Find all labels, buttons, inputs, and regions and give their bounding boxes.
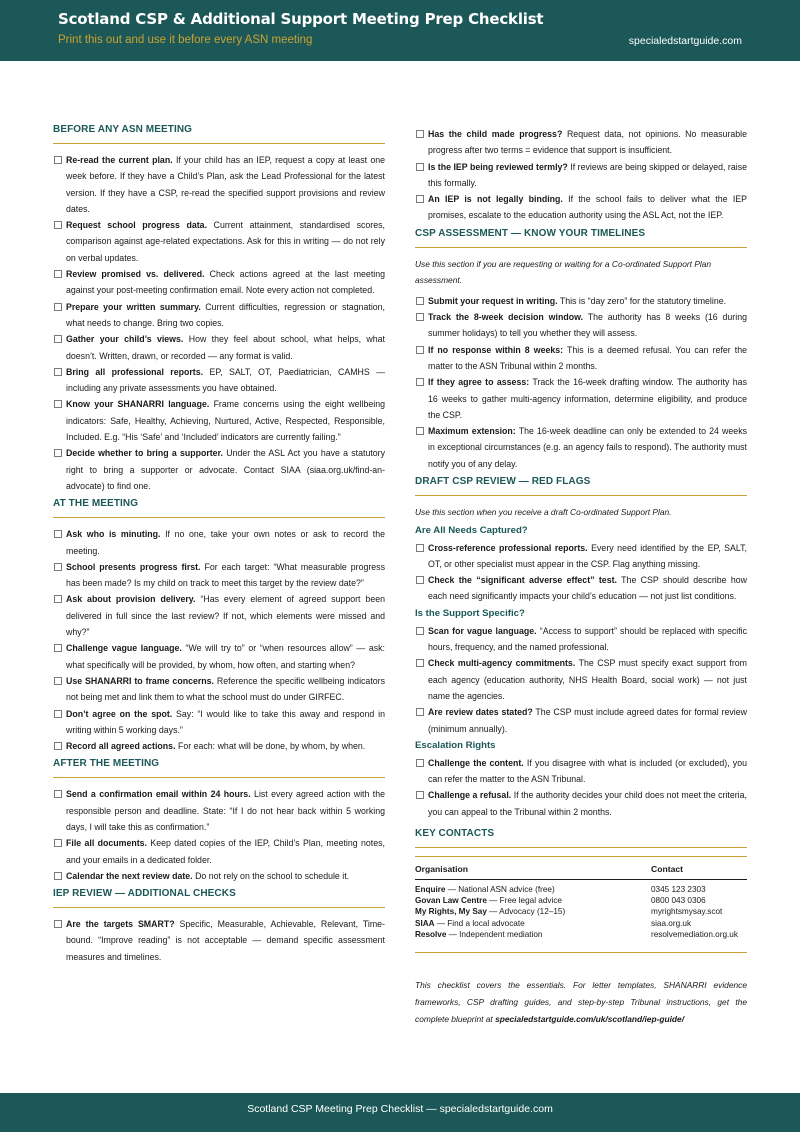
checklist-item	[53, 331, 385, 364]
item-text: How they feel about school, what helps, what doesn’t. Written, drawn, or recorded — any format is valid.	[66, 334, 385, 361]
section-heading: AFTER THE MEETING	[53, 756, 385, 778]
checkbox-icon[interactable]	[54, 530, 62, 538]
item-title: Send a confirmation email within 24 hours.	[66, 789, 251, 800]
checkbox-icon[interactable]	[416, 708, 424, 716]
page-header	[0, 0, 800, 61]
item-title: Check the “significant adverse effect” test.	[428, 575, 617, 586]
checklist-item	[53, 706, 385, 739]
checkbox-icon[interactable]	[54, 156, 62, 164]
contacts-table	[415, 856, 747, 953]
item-title: Gather your child’s views.	[66, 334, 184, 345]
checkbox-icon[interactable]	[416, 427, 424, 435]
contact-name: Govan Law Centre	[415, 896, 487, 906]
checkbox-icon[interactable]	[416, 130, 424, 138]
contact-description: — Find a local advocate	[434, 918, 525, 928]
checkbox-icon[interactable]	[416, 313, 424, 321]
page-subtitle: Print this out and use it before every ASN meeting	[58, 34, 313, 46]
page-footer: Scotland CSP Meeting Prep Checklist — specialedstartguide.com	[0, 1093, 800, 1132]
checkbox-icon[interactable]	[416, 346, 424, 354]
checklist-item	[415, 309, 747, 342]
item-title: Challenge a refusal.	[428, 790, 512, 801]
checklist-item	[415, 572, 747, 605]
item-text: “Has every element of agreed support been delivered in full since the last review? If not, which elements were missed and why?”	[66, 594, 385, 638]
item-title: School presents progress first.	[66, 561, 201, 572]
contact-name: SIAA	[415, 918, 435, 928]
item-text: EP, SALT, OT, Paediatrician, CAMHS — including any private assessments you have obtained.	[66, 366, 385, 394]
contact-name: My Rights, My Say	[415, 907, 487, 917]
left-column	[53, 122, 385, 965]
checklist-item	[53, 916, 385, 965]
item-text: Reference the specific wellbeing indicators not being met and link them to what the school must do under GIRFEC.	[66, 675, 385, 703]
subsection-heading: Is the Support Specific?	[415, 607, 525, 619]
contacts-row	[415, 895, 747, 906]
checklist-item	[53, 526, 385, 559]
checkbox-icon[interactable]	[54, 839, 62, 847]
item-text: If the authority decides your child does not meet the criteria, you can appeal to the Tribunal within 2 months.	[428, 790, 747, 817]
section-note: Use this section when you receive a draft Co-ordinated Support Plan.	[415, 507, 672, 518]
item-title: Calendar the next review date.	[66, 870, 193, 881]
item-title: File all documents.	[66, 838, 147, 849]
contact-detail[interactable]: 0800 043 0306	[651, 896, 706, 906]
subsection-heading: Are All Needs Captured?	[415, 524, 528, 536]
item-text: The CSP must specify exact support from each agency (education authority, NHS Health Board, social work) — not just name the agencies.	[428, 658, 748, 701]
item-text: For each target: “What measurable progress has been made? Is my child on track to meet this target by the review date?”	[66, 561, 385, 589]
checkbox-icon[interactable]	[416, 759, 424, 767]
item-text: If your child has an IEP, request a copy at least one week before. If they have a Child’s Plan, ask the Lead Professional for the latest version. If they have a CSP, re-read the specified support provisions and review dates.	[66, 155, 385, 214]
contact-detail[interactable]: myrightsmysay.scot	[651, 907, 723, 917]
item-text: If you disagree with what is included (or excluded), you can refer the matter to the ASN Tribunal.	[428, 757, 747, 785]
contact-description: — Free legal advice	[486, 896, 562, 906]
item-title: Ask who is minuting.	[66, 529, 161, 540]
item-text: Current attainment, standardised scores, comparison against age-related expectations. Ask for this in writing — do not rely on verbal updates.	[66, 220, 385, 263]
checkbox-icon[interactable]	[416, 627, 424, 635]
section-heading: IEP REVIEW — ADDITIONAL CHECKS	[53, 886, 385, 908]
item-text: Request data, not opinions. No measurable progress after two terms = evidence that support is insufficient.	[428, 129, 748, 156]
checkbox-icon[interactable]	[416, 576, 424, 584]
checkbox-icon[interactable]	[54, 595, 62, 603]
contacts-row	[415, 906, 747, 917]
checkbox-icon[interactable]	[416, 163, 424, 171]
iep-review-continued	[415, 126, 747, 224]
checklist-item	[53, 591, 385, 640]
header-site-url: specialedstartguide.com	[628, 35, 742, 47]
item-title: Use SHANARRI to frame concerns.	[66, 675, 214, 686]
checklist-item	[53, 445, 385, 494]
contact-description: — Independent mediation	[446, 929, 543, 939]
checkbox-icon[interactable]	[54, 270, 62, 278]
checklist-item	[53, 835, 385, 868]
contacts-table-header	[415, 857, 747, 880]
item-title: Know your SHANARRI language.	[66, 399, 210, 410]
section-heading: CSP ASSESSMENT — KNOW YOUR TIMELINES	[415, 226, 747, 248]
checklist-item	[53, 640, 385, 673]
item-text: The 16-week deadline can only be extended to 24 weeks in exceptional circumstances (e.g. an agency fails to respond). The authority must notify you of any delay.	[428, 426, 747, 469]
item-title: Challenge the content.	[428, 757, 524, 768]
contact-detail[interactable]: resolvemediation.org.uk	[651, 929, 738, 939]
contacts-row	[415, 918, 747, 929]
subsection-heading: Escalation Rights	[415, 739, 496, 751]
contact-organisation	[415, 929, 651, 940]
checkbox-icon[interactable]	[54, 872, 62, 880]
contact-detail[interactable]: 0345 123 2303	[651, 885, 706, 894]
contact-description: — National ASN advice (free)	[445, 885, 555, 894]
checkbox-icon[interactable]	[54, 644, 62, 652]
checkbox-icon[interactable]	[416, 791, 424, 799]
item-title: Has the child made progress?	[428, 129, 563, 139]
checklist-item	[53, 673, 385, 706]
item-title: Don’t agree on the spot.	[66, 708, 173, 719]
contacts-row	[415, 929, 747, 940]
item-title: Challenge vague language.	[66, 643, 182, 654]
contact-organisation	[415, 884, 651, 895]
checklist-item	[53, 738, 385, 754]
checkbox-icon[interactable]	[54, 400, 62, 408]
item-text: Track the 16-week drafting window. The authority has 16 weeks to gather multi-agency information, determine eligibility, and produce the CSP.	[428, 377, 747, 420]
checklist-item	[53, 299, 385, 332]
checklist-item	[415, 374, 747, 423]
item-title: Prepare your written summary.	[66, 301, 201, 312]
item-text: Keep dated copies of the IEP, Child’s Plan, meeting notes, and your emails in a dedicated folder.	[66, 838, 385, 865]
contact-detail[interactable]: siaa.org.uk	[651, 918, 692, 928]
item-title: Cross-reference professional reports.	[428, 542, 588, 553]
item-text: The CSP must include agreed dates for formal review (minimum annually).	[428, 707, 747, 734]
checklist-item	[415, 623, 747, 656]
item-title: Maximum extension:	[428, 426, 516, 437]
item-title: Check multi-agency commitments.	[428, 658, 576, 669]
checklist-item	[415, 191, 747, 224]
checkbox-icon[interactable]	[54, 790, 62, 798]
item-text: Check actions agreed at the last meeting against your post-meeting confirmation email. Note every action not completed.	[66, 269, 386, 296]
checklist-item	[415, 704, 747, 737]
contact-organisation	[415, 895, 651, 906]
item-title: Ask about provision delivery.	[66, 594, 196, 605]
section-heading: BEFORE ANY ASN MEETING	[53, 122, 385, 144]
closing-note	[415, 977, 747, 1028]
item-text: This is “day zero” for the statutory timeline.	[559, 295, 727, 306]
checklist-item	[415, 655, 747, 704]
checklist-item	[415, 540, 747, 573]
item-text: “We will try to” or “when resources allow” — ask: what specifically will be provided, by whom, how often, and starting when?	[66, 643, 385, 670]
checkbox-icon[interactable]	[54, 221, 62, 229]
item-text: Frame concerns using the eight wellbeing indicators: Safe, Healthy, Achieving, Nurtured, Active, Respected, Responsible, Included. E.g. “His ‘Safe’ and ‘Included’ indicators are currently failing.”	[66, 399, 386, 443]
item-text: List every agreed action with the responsible person and deadline. State: “If I do not hear back within 5 working days, I will take this as confirmation.”	[66, 789, 385, 832]
item-text: If no one, take your own notes or ask to record the meeting.	[66, 529, 385, 556]
item-title: Request school progress data.	[66, 220, 208, 231]
checkbox-icon[interactable]	[54, 563, 62, 571]
contact-description: — Advocacy (12–15)	[486, 907, 566, 917]
csp-assessment-section	[415, 226, 747, 472]
checkbox-icon[interactable]	[416, 659, 424, 667]
right-column	[415, 126, 747, 1028]
item-title: Bring all professional reports.	[66, 366, 204, 377]
checklist-item	[415, 755, 747, 788]
contact-organisation	[415, 906, 651, 917]
item-title: Decide whether to bring a supporter.	[66, 448, 223, 459]
item-title: Review promised vs. delivered.	[66, 269, 205, 280]
item-title: Are the targets SMART?	[66, 919, 175, 930]
section-heading: DRAFT CSP REVIEW — RED FLAGS	[415, 474, 747, 496]
section-note: Use this section if you are requesting or waiting for a Co-ordinated Support Plan assessment.	[415, 258, 712, 286]
contact-name: Enquire	[415, 885, 446, 894]
draft-csp-review-section	[415, 474, 747, 820]
contacts-header-contact: Contact	[651, 864, 683, 874]
checklist-item	[415, 342, 747, 375]
item-text: If the school fails to deliver what the IEP promises, escalate to the education authority using the ASL Act, not the IEP.	[428, 194, 748, 221]
contacts-table-bottom-rule	[415, 952, 747, 953]
checkbox-icon[interactable]	[416, 378, 424, 386]
item-text: Specific, Measurable, Achievable, Relevant, Time-bound. “Improve reading” is not acceptable — demand specific assessment measures and timelines.	[66, 919, 385, 962]
checkbox-icon[interactable]	[416, 297, 424, 305]
checklist-item	[415, 159, 747, 192]
contact-name: Resolve	[415, 929, 447, 939]
item-title: Scan for vague language.	[428, 625, 537, 636]
item-text: If reviews are being skipped or delayed, raise this formally.	[428, 161, 747, 188]
item-title: Track the 8-week decision window.	[428, 312, 584, 323]
checkbox-icon[interactable]	[54, 677, 62, 685]
contact-organisation	[415, 918, 651, 929]
item-text: The CSP should describe how each need significantly impacts your child’s education — not just list conditions.	[428, 575, 747, 602]
checkbox-icon[interactable]	[54, 920, 62, 928]
item-text: For each: what will be done, by whom, by when.	[177, 741, 366, 752]
checklist-item	[415, 787, 747, 820]
item-title: An IEP is not legally binding.	[428, 194, 563, 205]
item-title: Re-read the current plan.	[66, 155, 173, 165]
item-text: This is a deemed refusal. You can refer the matter to the ASN Tribunal within 2 months.	[428, 344, 747, 371]
checkbox-icon[interactable]	[416, 544, 424, 552]
item-text: “Access to support” should be replaced with specific hours, frequency, and the named professional.	[428, 625, 747, 653]
item-text: Every need identified by the EP, SALT, OT, or other specialist must appear in the CSP. Flag anything missing.	[428, 542, 748, 569]
checklist-item	[415, 423, 747, 472]
checklist-item	[53, 396, 385, 445]
item-title: Record all agreed actions.	[66, 741, 176, 752]
item-text: The authority has 8 weeks (16 during summer holidays) to tell you whether they will assess.	[428, 312, 747, 339]
item-title: Are review dates stated?	[428, 707, 533, 718]
checklist-item	[53, 868, 385, 884]
item-text: Under the ASL Act you have a statutory right to bring a supporter or advocate. Contact SIAA (siaa.org.uk/find-an-advocate) to find one.	[66, 448, 385, 491]
section-heading-key-contacts: KEY CONTACTS	[415, 826, 747, 848]
checklist-item	[53, 559, 385, 592]
checkbox-icon[interactable]	[54, 742, 62, 750]
closing-link[interactable]: specialedstartguide.com/uk/scotland/iep-guide/	[495, 1014, 685, 1025]
checkbox-icon[interactable]	[416, 195, 424, 203]
checkbox-icon[interactable]	[54, 335, 62, 343]
checklist-item	[53, 152, 385, 217]
checkbox-icon[interactable]	[54, 368, 62, 376]
checkbox-icon[interactable]	[54, 449, 62, 457]
page-title: Scotland CSP & Additional Support Meeting Prep Checklist	[58, 10, 544, 28]
checklist-item	[53, 217, 385, 266]
checklist-item	[53, 786, 385, 835]
item-title: If no response within 8 weeks:	[428, 344, 564, 355]
checklist-item	[415, 126, 747, 159]
contacts-header-organisation: Organisation	[415, 864, 469, 874]
closing-text: This checklist covers the essentials. For letter templates, SHANARRI evidence frameworks, CSP drafting guides, and step-by-step Tribunal instructions, get the complete blueprint at	[415, 980, 747, 1025]
item-text: Say: “I would like to take this away and respond in writing within 5 working days.”	[66, 708, 385, 735]
checkbox-icon[interactable]	[54, 710, 62, 718]
item-title: If they agree to assess:	[428, 377, 530, 388]
item-text: Current difficulties, regression or stagnation, what needs to change. Bring two copies.	[66, 301, 385, 328]
item-title: Submit your request in writing.	[428, 295, 558, 306]
checklist-item	[53, 266, 385, 299]
section-heading: AT THE MEETING	[53, 496, 385, 518]
checklist-item	[53, 364, 385, 397]
item-title: Is the IEP being reviewed termly?	[428, 161, 568, 172]
contacts-row	[415, 884, 747, 895]
checklist-item	[415, 293, 747, 309]
item-text: Do not rely on the school to schedule it.	[195, 870, 350, 881]
checkbox-icon[interactable]	[54, 303, 62, 311]
